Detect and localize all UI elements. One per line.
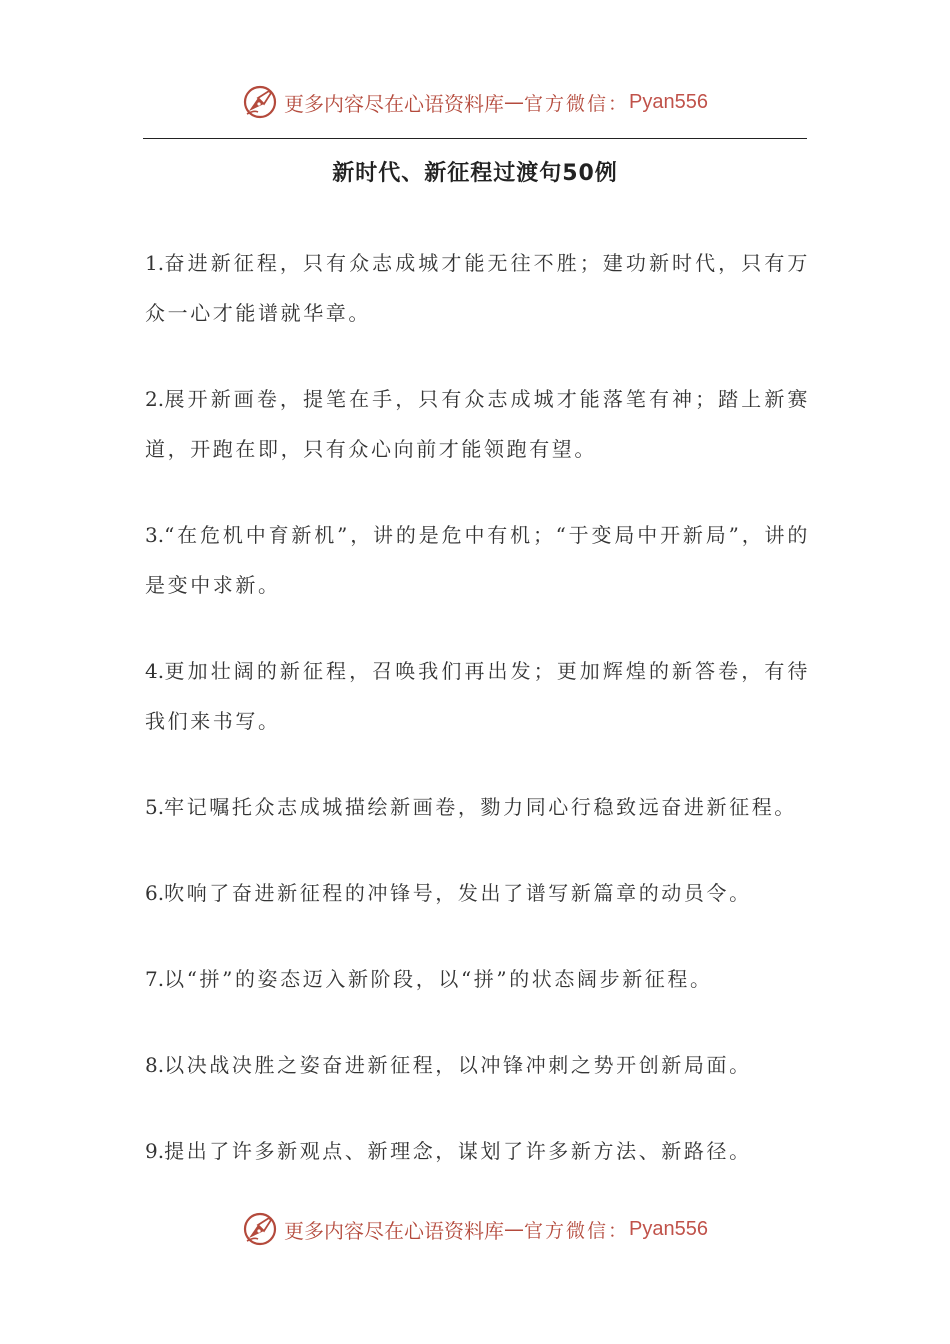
item-number: 3. — [145, 523, 165, 547]
item-number: 5. — [145, 795, 165, 819]
banner-dash: — — [504, 1217, 524, 1241]
item-number: 8. — [145, 1053, 165, 1077]
item-text: 以“拼”的姿态迈入新阶段，以“拼”的状态阔步新征程。 — [164, 967, 713, 991]
document-body — [145, 238, 810, 1212]
pen-nib-logo-icon — [242, 1211, 278, 1247]
header-banner — [0, 80, 950, 124]
item-text: 提出了许多新观点、新理念，谋划了许多新方法、新路径。 — [164, 1139, 752, 1163]
item-text: 牢记嘱托众志成城描绘新画卷，勠力同心行稳致远奋进新征程。 — [164, 795, 797, 819]
item-text: 展开新画卷，提笔在手，只有众志成城才能落笔有神；踏上新赛道，开跑在即，只有众心向前才能领跑有望。 — [145, 387, 810, 461]
item-number: 1. — [145, 251, 165, 275]
banner-wechat-id: Pyan556 — [629, 90, 708, 113]
item-number: 7. — [145, 967, 165, 991]
banner-main-text: 更多内容尽在心语资料库 — [284, 1218, 504, 1243]
item-text: 以决战决胜之姿奋进新征程，以冲锋冲刺之势开创新局面。 — [164, 1053, 752, 1077]
banner-wechat-label: 官方微信： — [524, 1219, 630, 1242]
list-item — [145, 238, 810, 338]
footer-banner — [0, 1207, 950, 1251]
item-number: 2. — [145, 387, 165, 411]
list-item — [145, 954, 810, 1004]
item-text: 更加壮阔的新征程，召唤我们再出发；更加辉煌的新答卷，有待我们来书写。 — [145, 659, 810, 733]
list-item — [145, 1040, 810, 1090]
item-number: 6. — [145, 881, 165, 905]
item-number: 9. — [145, 1139, 165, 1163]
item-text: “在危机中育新机”，讲的是危中有机；“于变局中开新局”，讲的是变中求新。 — [145, 523, 810, 597]
list-item — [145, 1126, 810, 1176]
list-item — [145, 510, 810, 610]
list-item — [145, 646, 810, 746]
banner-main-text: 更多内容尽在心语资料库 — [284, 91, 504, 116]
item-text: 吹响了奋进新征程的冲锋号，发出了谱写新篇章的动员令。 — [164, 881, 752, 905]
pen-nib-logo-icon — [242, 84, 278, 120]
list-item — [145, 868, 810, 918]
banner-wechat-id: Pyan556 — [629, 1217, 708, 1240]
page-title: 新时代、新征程过渡句50例 — [332, 161, 618, 186]
list-item — [145, 374, 810, 474]
list-item — [145, 782, 810, 832]
item-number: 4. — [145, 659, 165, 683]
banner-wechat-label: 官方微信： — [524, 92, 630, 115]
header-divider — [143, 138, 807, 139]
item-text: 奋进新征程，只有众志成城才能无往不胜；建功新时代，只有万众一心才能谱就华章。 — [145, 251, 810, 325]
banner-dash: — — [504, 90, 524, 114]
